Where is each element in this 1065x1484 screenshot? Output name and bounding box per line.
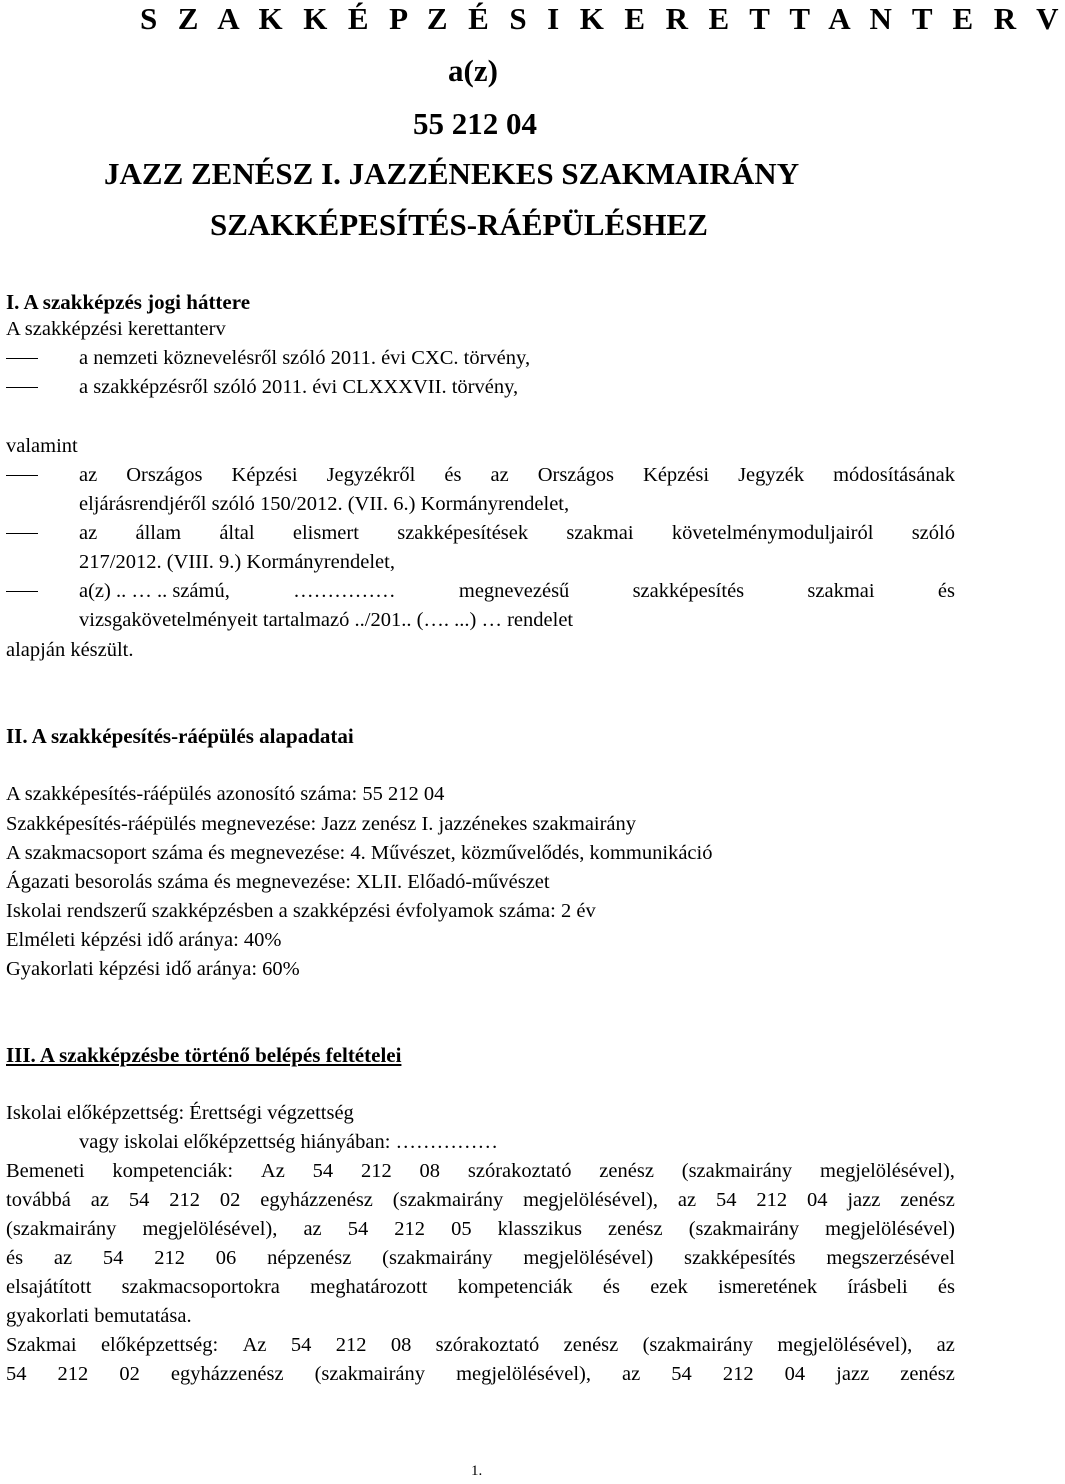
basic-data-row: A szakképesítés-ráépülés azonosító száma: 55 212 04 [6, 783, 445, 805]
list-dash [6, 475, 38, 476]
word: megjelölésével) [523, 1247, 654, 1269]
word: zenész [900, 1189, 955, 1211]
word: jazz [836, 1363, 870, 1385]
word: az [677, 1189, 697, 1211]
bemeneti-line-5 [6, 1273, 955, 1302]
word: 08 [390, 1334, 412, 1356]
list-dash [6, 387, 38, 388]
word: jazz [847, 1189, 881, 1211]
word: (szakmairány [642, 1334, 754, 1356]
word: 04 [806, 1189, 828, 1211]
word: írásbeli [847, 1276, 908, 1298]
word: és [6, 1247, 24, 1269]
bemeneti-line-4 [6, 1244, 955, 1273]
word: szakmacsoportokra [121, 1276, 280, 1298]
list-dash [6, 358, 38, 359]
word: 02 [119, 1363, 140, 1385]
doc-title-line1: S Z A K K É P Z É S I K E R E T T A N T E R V [140, 1, 1065, 36]
word: az [53, 1247, 73, 1269]
word: megjelölésével), [523, 1189, 658, 1211]
word: 54 [102, 1247, 124, 1269]
word: megjelölésével), [456, 1363, 591, 1385]
word: az [936, 1334, 955, 1356]
word: által [219, 522, 255, 544]
word: 54 [290, 1334, 312, 1356]
list-dash [6, 591, 38, 592]
word: szakképesítések [397, 522, 529, 544]
basic-data-row: Elméleti képzési idő aránya: 40% [6, 929, 282, 951]
word: (szakmairány [382, 1247, 493, 1269]
word: 05 [451, 1218, 472, 1240]
reg-item-2-line2: 217/2012. (VIII. 9.) Kormányrendelet, [79, 551, 395, 573]
word: Képzési [643, 464, 710, 486]
word: klasszikus [497, 1218, 582, 1240]
word: 54 [6, 1363, 27, 1385]
word: szakmai [566, 522, 634, 544]
prior-education-alt: vagy iskolai előképzettség hiányában: …………… [79, 1131, 499, 1153]
word: előképzettség: [100, 1334, 219, 1356]
list-dash [6, 533, 38, 534]
word: 212 [57, 1363, 89, 1385]
word: Képzési [231, 464, 298, 486]
reg-item-3-line2: vizsgakövetelményeit tartalmazó ../201.. (…. ...) … rendelet [79, 609, 574, 631]
doc-title-line4: JAZZ ZENÉSZ I. JAZZÉNEKES SZAKMAIRÁNY [104, 156, 800, 191]
word: szórakoztató [435, 1334, 540, 1356]
section2-heading: II. A szakképesítés-ráépülés alapadatai [6, 724, 354, 748]
word: 04 [784, 1363, 806, 1385]
word: követelménymoduljairól [671, 522, 874, 544]
word: Országos [126, 464, 203, 486]
word: szakképesítés [683, 1247, 796, 1269]
doc-title-line2: a(z) [448, 53, 498, 88]
word: 06 [215, 1247, 237, 1269]
word: Országos [537, 464, 614, 486]
word: az [79, 522, 98, 544]
reg-item-1-line1 [79, 461, 955, 490]
word: zenész [563, 1334, 619, 1356]
reg-item-3-line1 [79, 577, 955, 606]
word: meghatározott [310, 1276, 428, 1298]
word: szórakoztató [467, 1160, 572, 1182]
word: zenész [900, 1363, 955, 1385]
word: népzenész [267, 1247, 352, 1269]
word: (szakmairány [6, 1218, 117, 1240]
word: a(z) .. … .. számú, [79, 580, 230, 602]
word: (szakmairány [688, 1218, 800, 1240]
word: …………… [293, 580, 396, 602]
word: és [602, 1276, 620, 1298]
bemeneti-line-2 [6, 1186, 955, 1215]
basic-data-row: Ágazati besorolás száma és megnevezése: XLII. Előadó-művészet [6, 871, 550, 893]
word: elsajátított [6, 1276, 92, 1298]
basic-data-row: Gyakorlati képzési idő aránya: 60% [6, 958, 300, 980]
word: zenész [608, 1218, 663, 1240]
basic-data-row: A szakmacsoport száma és megnevezése: 4. Művészet, közművelődés, kommunikáció [6, 842, 713, 864]
word: Jegyzékről [326, 464, 416, 486]
word: és [444, 464, 462, 486]
szakmai-line-1 [6, 1331, 955, 1360]
word: (szakmairány [314, 1363, 426, 1385]
word: megjelölésével), [820, 1160, 955, 1182]
word: Az [260, 1160, 285, 1182]
word: egyházzenész [260, 1189, 373, 1211]
word: Szakmai [6, 1334, 77, 1356]
closing-text: alapján készült. [6, 639, 134, 661]
word: szóló [911, 522, 955, 544]
bemeneti-line-6: gyakorlati bemutatása. [6, 1305, 192, 1327]
word: 212 [169, 1189, 200, 1211]
word: megjelölésével), [777, 1334, 913, 1356]
word: 212 [335, 1334, 367, 1356]
word: módosításának [833, 464, 955, 486]
word: (szakmairány [392, 1189, 504, 1211]
word: 54 [715, 1189, 737, 1211]
word: ismeretének [718, 1276, 818, 1298]
word: az [90, 1189, 109, 1211]
valamint-text: valamint [6, 435, 78, 457]
word: ezek [650, 1276, 688, 1298]
word: az [622, 1363, 641, 1385]
bemeneti-line-3 [6, 1215, 955, 1244]
bemeneti-line-1 [6, 1157, 955, 1186]
word: 212 [394, 1218, 426, 1240]
section3-heading: III. A szakképzésbe történő belépés feltételei [6, 1043, 402, 1067]
word: zenész [599, 1160, 654, 1182]
word: Bemeneti [6, 1160, 85, 1182]
word: megjelölésével), [142, 1218, 278, 1240]
word: szakképesítés [632, 580, 745, 602]
word: elismert [292, 522, 359, 544]
word: (szakmairány [681, 1160, 793, 1182]
word: megszerzésével [826, 1247, 955, 1269]
page-number: 1. [471, 1463, 483, 1479]
word: kompetenciák: [112, 1160, 234, 1182]
word: szakmai [807, 580, 875, 602]
prior-education-line: Iskolai előképzettség: Érettségi végzettség [6, 1102, 354, 1124]
word: kompetenciák [457, 1276, 573, 1298]
word: továbbá [6, 1189, 71, 1211]
word: 212 [360, 1160, 392, 1182]
word: megnevezésű [458, 580, 570, 602]
word: 54 [128, 1189, 150, 1211]
word: Jegyzék [738, 464, 805, 486]
word: 212 [722, 1363, 754, 1385]
word: 212 [756, 1189, 788, 1211]
basic-data-row: Iskolai rendszerű szakképzésben a szakképzési évfolyamok száma: 2 év [6, 900, 596, 922]
word: az [79, 464, 98, 486]
reg-item-1-line2: eljárásrendjéről szóló 150/2012. (VII. 6.) Kormányrendelet, [79, 493, 570, 515]
word: megjelölésével) [825, 1218, 955, 1240]
law-item-1: a nemzeti köznevelésről szóló 2011. évi CXC. törvény, [79, 347, 531, 369]
doc-title-line5: SZAKKÉPESÍTÉS-RÁÉPÜLÉSHEZ [210, 207, 708, 242]
basic-data-row: Szakképesítés-ráépülés megnevezése: Jazz zenész I. jazzénekes szakmairány [6, 813, 637, 835]
szakmai-line-2 [6, 1360, 955, 1389]
word: egyházzenész [170, 1363, 284, 1385]
word: az [303, 1218, 322, 1240]
word: az [490, 464, 509, 486]
word: 212 [154, 1247, 185, 1269]
reg-item-2-line1 [79, 519, 955, 548]
word: 02 [219, 1189, 241, 1211]
word: 08 [419, 1160, 441, 1182]
law-item-2: a szakképzésről szóló 2011. évi CLXXXVII. törvény, [79, 376, 519, 398]
word: 54 [312, 1160, 334, 1182]
word: 54 [347, 1218, 369, 1240]
word: és [937, 1276, 955, 1298]
word: 54 [671, 1363, 692, 1385]
section1-intro: A szakképzési kerettanterv [6, 318, 226, 340]
doc-title-line3: 55 212 04 [413, 106, 537, 141]
word: és [937, 580, 955, 602]
word: Az [242, 1334, 267, 1356]
section1-heading: I. A szakképzés jogi háttere [6, 290, 251, 314]
word: állam [135, 522, 182, 544]
